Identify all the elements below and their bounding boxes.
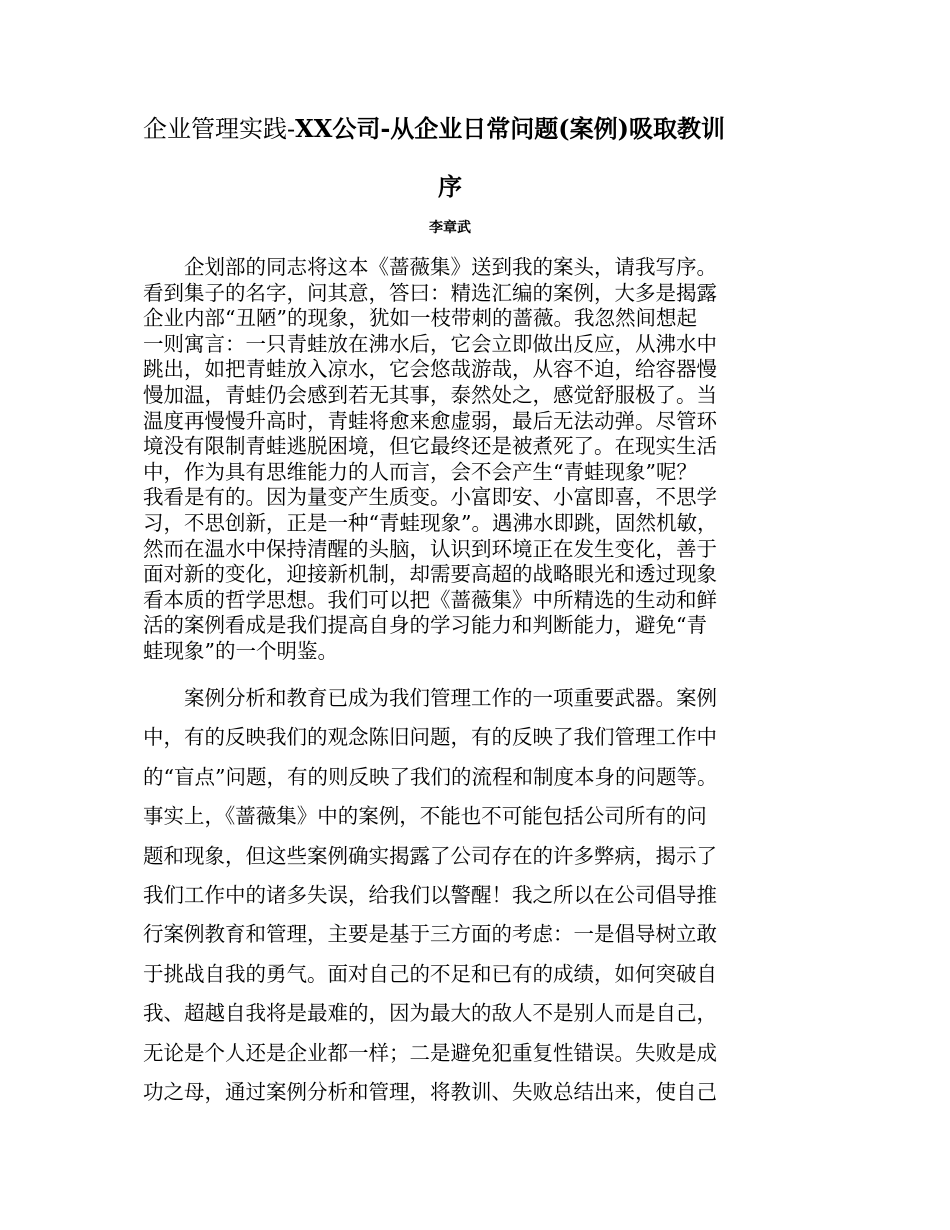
paragraph-line: 看到集子的名字，问其意，答曰：精选汇编的案例，大多是揭露 (143, 280, 717, 305)
paragraph-line: 一则寓言：一只青蛙放在沸水后，它会立即做出反应，从沸水中 (143, 331, 717, 356)
paragraph-line: 中，作为具有思维能力的人而言，会不会产生“青蛙现象”呢？ (143, 459, 697, 484)
paragraph-line: 境没有限制青蛙逃脱困境，但它最终还是被煮死了。在现实生活 (143, 434, 717, 459)
paragraph-line: 跳出，如把青蛙放入凉水，它会悠哉游哉，从容不迫，给容器慢 (143, 357, 717, 382)
paragraph-line: 于挑战自我的勇气。面对自己的不足和已有的成绩，如何突破自 (143, 961, 717, 986)
paragraph-line: 温度再慢慢升高时，青蛙将愈来愈虚弱，最后无法动弹。尽管环 (143, 408, 717, 433)
paragraph-line: 案例分析和教育已成为我们管理工作的一项重要武器。案例 (143, 686, 717, 710)
paragraph-2 (143, 679, 717, 1112)
paragraph-line: 活的案例看成是我们提高自身的学习能力和判断能力，避免“青 (143, 613, 707, 638)
paragraph-line: 行案例教育和管理，主要是基于三方面的考虑：一是倡导树立敢 (143, 922, 717, 947)
paragraph-line: 无论是个人还是企业都一样；二是避免犯重复性错误。失败是成 (143, 1040, 717, 1065)
paragraph-line: 题和现象，但这些案例确实揭露了公司存在的许多弊病，揭示了 (143, 843, 717, 868)
author-name: 李章武 (429, 220, 471, 236)
paragraph-line: 功之母，通过案例分析和管理，将教训、失败总结出来，使自己 (143, 1079, 717, 1104)
paragraph-line: 我看是有的。因为量变产生质变。小富即安、小富即喜，不思学 (143, 485, 717, 510)
paragraph-line: 企业内部“丑陋”的现象，犹如一枝带刺的蔷薇。我忽然间想起 (143, 306, 697, 331)
paragraph-line: 我、超越自我将是最难的，因为最大的敌人不是别人而是自己， (143, 1001, 717, 1026)
document-title (143, 112, 843, 146)
paragraph-line: 然而在温水中保持清醒的头脑，认识到环境正在发生变化，善于 (143, 536, 717, 561)
paragraph-line: 面对新的变化，迎接新机制，却需要高超的战略眼光和透过现象 (143, 562, 717, 587)
paragraph-line: 我们工作中的诸多失误，给我们以警醒！我之所以在公司倡导推 (143, 882, 717, 907)
paragraph-1 (143, 255, 717, 665)
paragraph-line: 事实上，《蔷薇集》中的案例，不能也不可能包括公司所有的问 (143, 804, 707, 829)
document-title-prefix: 企业管理实践- (143, 115, 296, 143)
paragraph-line: 中，有的反映我们的观念陈旧问题，有的反映了我们管理工作中 (143, 725, 717, 750)
document-title-main: XX公司-从企业日常问题(案例)吸取教训 (295, 114, 726, 143)
section-heading: 序 (438, 172, 462, 201)
paragraph-line: 企划部的同志将这本《蔷薇集》送到我的案头，请我写序。 (143, 255, 717, 279)
paragraph-line: 慢加温，青蛙仍会感到若无其事，泰然处之，感觉舒服极了。当 (143, 382, 717, 407)
paragraph-line: 习，不思创新，正是一种“青蛙现象”。遇沸水即跳，固然机敏， (143, 510, 718, 535)
paragraph-line: 蛙现象”的一个明鉴。 (143, 638, 338, 663)
paragraph-line: 的“盲点”问题，有的则反映了我们的流程和制度本身的问题等。 (143, 764, 718, 789)
paragraph-line: 看本质的哲学思想。我们可以把《蔷薇集》中所精选的生动和鲜 (143, 587, 717, 612)
